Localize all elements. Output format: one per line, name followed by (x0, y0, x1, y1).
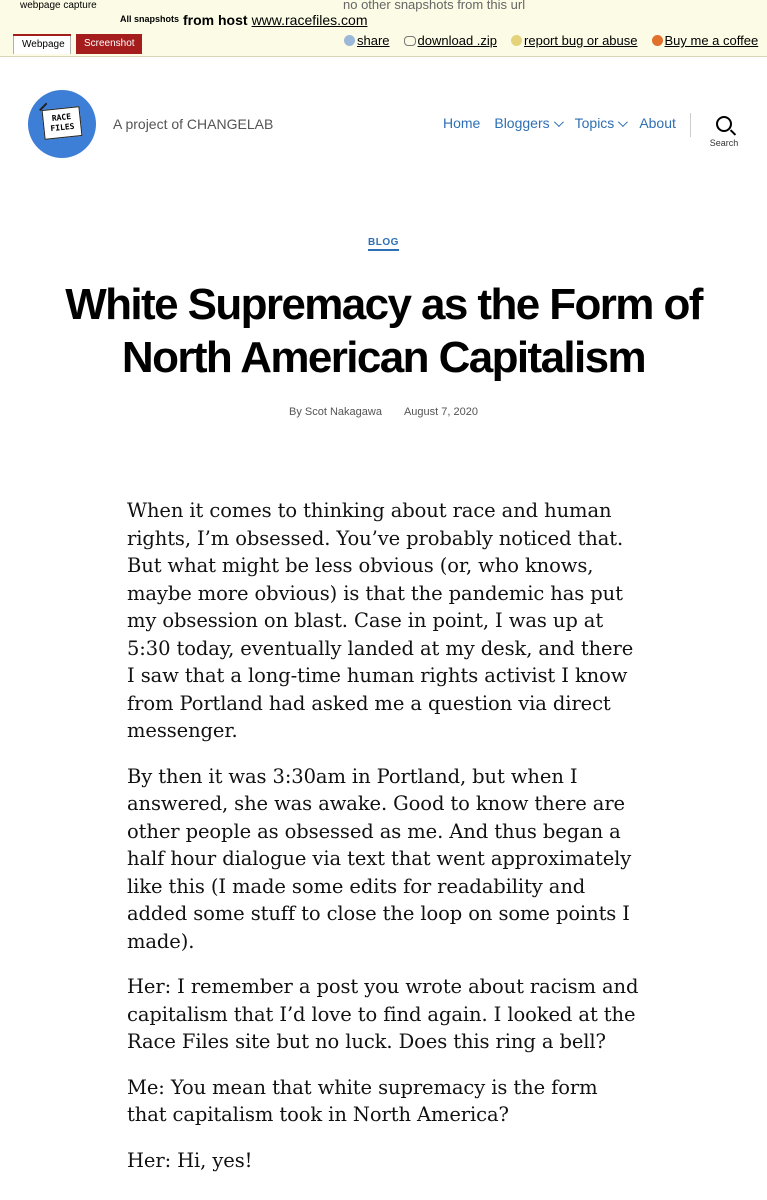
report-action[interactable] (511, 33, 637, 48)
post-category (0, 237, 767, 248)
bug-icon (511, 35, 522, 46)
nav-home-label: Home (443, 115, 481, 131)
coffee-action[interactable] (652, 33, 759, 48)
nav-about[interactable] (639, 115, 676, 131)
nav-bloggers[interactable] (494, 115, 560, 131)
post-meta (0, 406, 767, 418)
paragraph: Me: You mean that white supremacy is the form that capitalism took in North America? (127, 1075, 598, 1126)
search-toggle[interactable] (706, 114, 742, 148)
share-icon (344, 35, 355, 46)
site-tagline: A project of CHANGELAB (113, 116, 274, 132)
archive-toolbar (0, 0, 767, 57)
all-snapshots-link[interactable]: All snapshots (120, 14, 180, 24)
post-content (127, 497, 642, 1192)
site-header (0, 57, 767, 162)
search-icon (716, 116, 732, 132)
logo-text-2: FILES (50, 121, 75, 134)
share-label: share (357, 33, 390, 48)
nav-topics-label: Topics (574, 115, 615, 131)
post-title: White Supremacy as the Form of North American Capitalism (65, 280, 702, 382)
archive-actions (344, 33, 758, 48)
tab-screenshot[interactable]: Screenshot (76, 34, 142, 54)
download-action[interactable] (404, 33, 498, 48)
chevron-down-icon (554, 117, 564, 127)
post-author[interactable]: By Scot Nakagawa (289, 406, 382, 418)
logo-card (42, 106, 83, 140)
from-host-label: from host (183, 12, 248, 28)
paragraph: Her: Hi, yes! (127, 1148, 253, 1172)
post-date[interactable]: August 7, 2020 (403, 406, 478, 418)
nav-bloggers-label: Bloggers (494, 115, 550, 131)
chevron-down-icon (618, 117, 628, 127)
coffee-icon (652, 35, 663, 46)
nav-divider (690, 113, 691, 137)
nav-about-label: About (639, 115, 676, 131)
nav-home[interactable] (443, 115, 480, 131)
search-label: Search (709, 138, 739, 148)
paragraph: Her: I remember a post you wrote about racism and capitalism that I’d love to find again. I looked at the Race Files site but no luck. Does this ring a bell? (127, 975, 639, 1053)
paragraph: When it comes to thinking about race and human rights, I’m obsessed. You’ve probably noticed that. But what might be less obvious (or, who knows, maybe more obvious) is that the pandemic has put my obsession on blast. Case in point, I was up at 5:30 today, eventually landed at my desk, and there I saw that a long-time human rights activist I know from Portland had asked me a question via direct messenger. (127, 499, 634, 742)
tab-webpage[interactable]: Webpage (13, 34, 71, 54)
nav-topics[interactable] (575, 115, 626, 131)
category-link[interactable]: BLOG (368, 237, 399, 251)
capture-label: webpage capture (20, 0, 97, 11)
paragraph: By then it was 3:30am in Portland, but when I answered, she was awake. Good to know there are other people as obsessed as me. And thus began a half hour dialogue via text that went approximately like this (I made some edits for readability and added some stuff to close the loop on some points I made). (127, 764, 632, 953)
site-logo[interactable] (28, 90, 96, 158)
coffee-label: Buy me a coffee (664, 33, 759, 48)
host-link[interactable]: www.racefiles.com (251, 12, 368, 28)
report-label: report bug or abuse (524, 33, 638, 48)
cloud-download-icon (404, 36, 416, 46)
from-host (183, 12, 367, 28)
logo-text-1: RACE (51, 112, 72, 124)
primary-nav (443, 115, 690, 131)
no-snapshots-note: no other snapshots from this url (343, 0, 526, 12)
download-label: download .zip (417, 33, 498, 48)
share-action[interactable] (344, 33, 390, 48)
